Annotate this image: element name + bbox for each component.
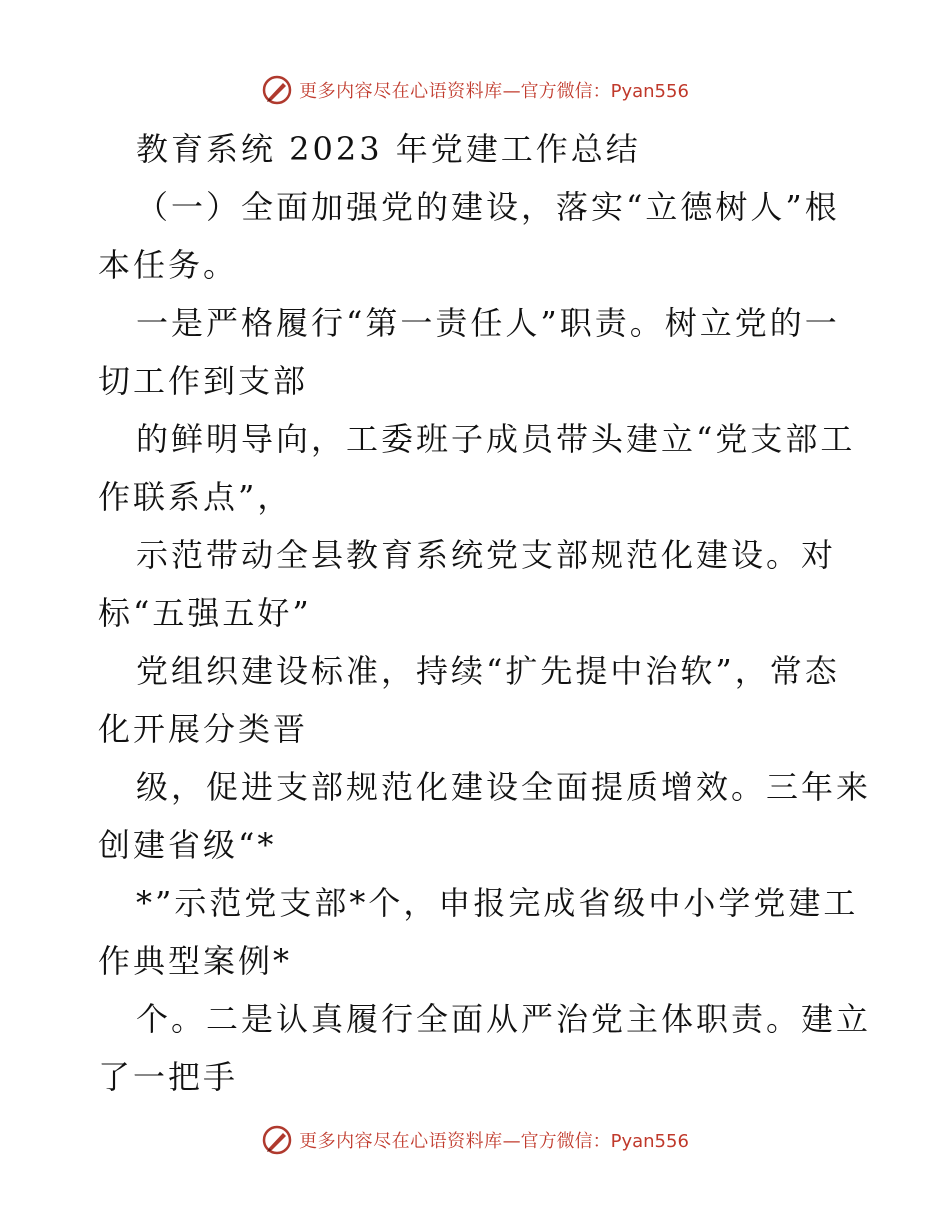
doc-line: 本任务。 bbox=[98, 246, 239, 284]
watermark-contact: —官方微信：Pyan556 bbox=[502, 81, 689, 102]
doc-line: 示范带动全县教育系统党支部规范化建设。对 bbox=[136, 536, 837, 574]
doc-line: 党组织建设标准，持续“扩先提中治软”，常态 bbox=[136, 652, 840, 690]
doc-line: *”示范党支部*个，申报完成省级中小学党建工 bbox=[136, 884, 859, 922]
doc-line: 一是严格履行“第一责任人”职责。树立党的一 bbox=[136, 304, 840, 342]
doc-title: 教育系统 2023 年党建工作总结 bbox=[136, 130, 641, 168]
watermark-contact: —官方微信：Pyan556 bbox=[502, 1131, 689, 1152]
watermark-banner-top bbox=[0, 70, 950, 110]
document-body bbox=[98, 120, 872, 1106]
doc-line: 级，促进支部规范化建设全面提质增效。三年来 bbox=[136, 768, 872, 806]
doc-line: （一）全面加强党的建设，落实“立德树人”根 bbox=[136, 188, 840, 226]
pen-logo-icon bbox=[261, 1124, 293, 1156]
watermark-text: 更多内容尽在心语资料库 bbox=[299, 81, 503, 102]
pen-logo-icon bbox=[261, 74, 293, 106]
doc-line: 作典型案例* bbox=[98, 942, 293, 980]
doc-line: 个。二是认真履行全面从严治党主体职责。建立 bbox=[136, 1000, 872, 1038]
doc-line: 创建省级“* bbox=[98, 826, 277, 864]
watermark-banner-bottom bbox=[0, 1120, 950, 1160]
doc-line: 作联系点”， bbox=[98, 478, 293, 516]
doc-line: 标“五强五好” bbox=[98, 594, 312, 632]
doc-line: 化开展分类晋 bbox=[98, 710, 309, 748]
doc-line: 的鲜明导向，工委班子成员带头建立“党支部工 bbox=[136, 420, 856, 458]
doc-line: 了一把手 bbox=[98, 1058, 239, 1096]
watermark-text: 更多内容尽在心语资料库 bbox=[299, 1131, 503, 1152]
doc-line: 切工作到支部 bbox=[98, 362, 309, 400]
